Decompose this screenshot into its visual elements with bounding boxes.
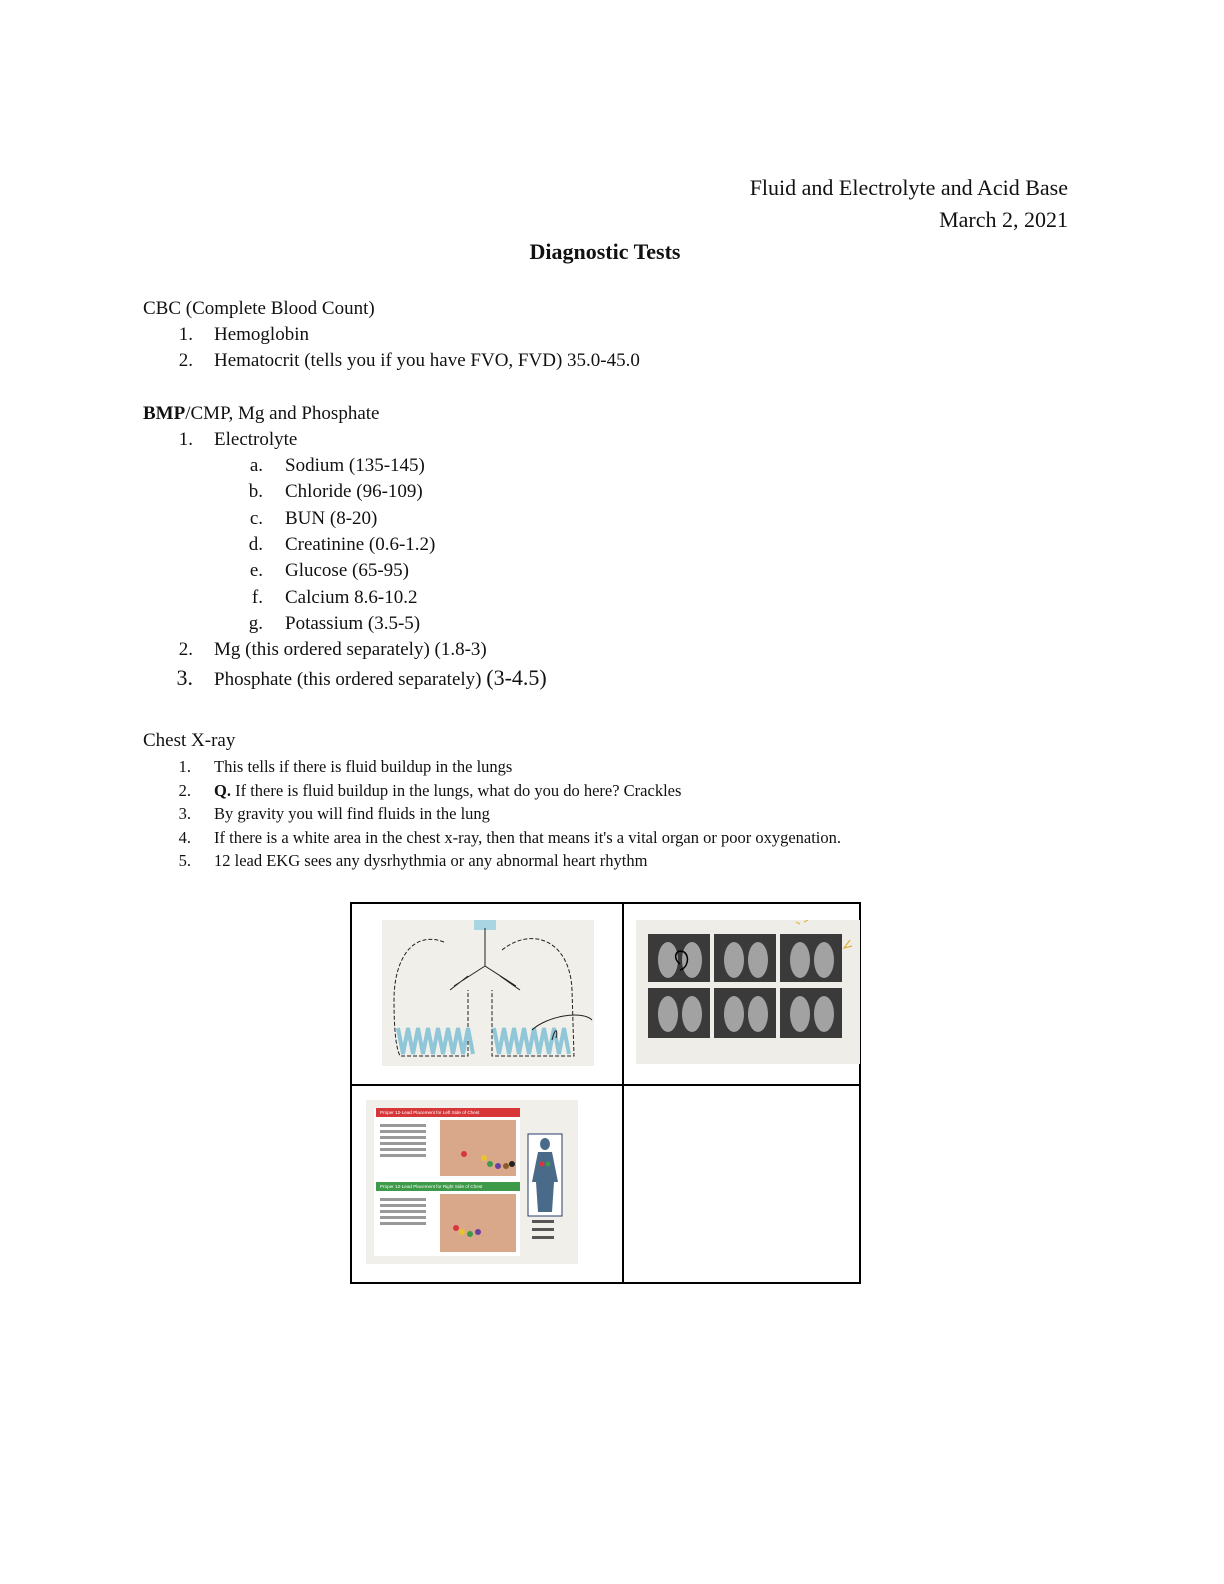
torso-illustration <box>366 1100 578 1264</box>
course-title: Fluid and Electrolyte and Acid Base <box>749 175 1068 200</box>
cbc-heading: CBC (Complete Blood Count) <box>143 298 375 319</box>
empty-cell <box>623 1085 860 1283</box>
bmp-heading: BMP/CMP, Mg and Phosphate <box>143 403 380 424</box>
chest-xray-collage <box>636 920 860 1064</box>
xray-heading: Chest X-ray <box>143 730 236 751</box>
ekg-cell <box>351 1085 623 1283</box>
document-date: March 2, 2021 <box>939 207 1068 232</box>
figure-table <box>350 902 861 1284</box>
lung-fluid-sketch <box>382 920 594 1066</box>
lung-sketch-cell <box>351 903 623 1085</box>
xray-cell <box>623 903 860 1085</box>
ekg-left-banner: Proper 12-Lead Placement for Left Side of Chest <box>376 1108 520 1117</box>
ekg-right-banner: Proper 12-Lead Placement for Right Side of Chest <box>376 1182 520 1191</box>
page-title: Diagnostic Tests <box>529 239 681 264</box>
ekg-placement-figure <box>366 1100 578 1264</box>
